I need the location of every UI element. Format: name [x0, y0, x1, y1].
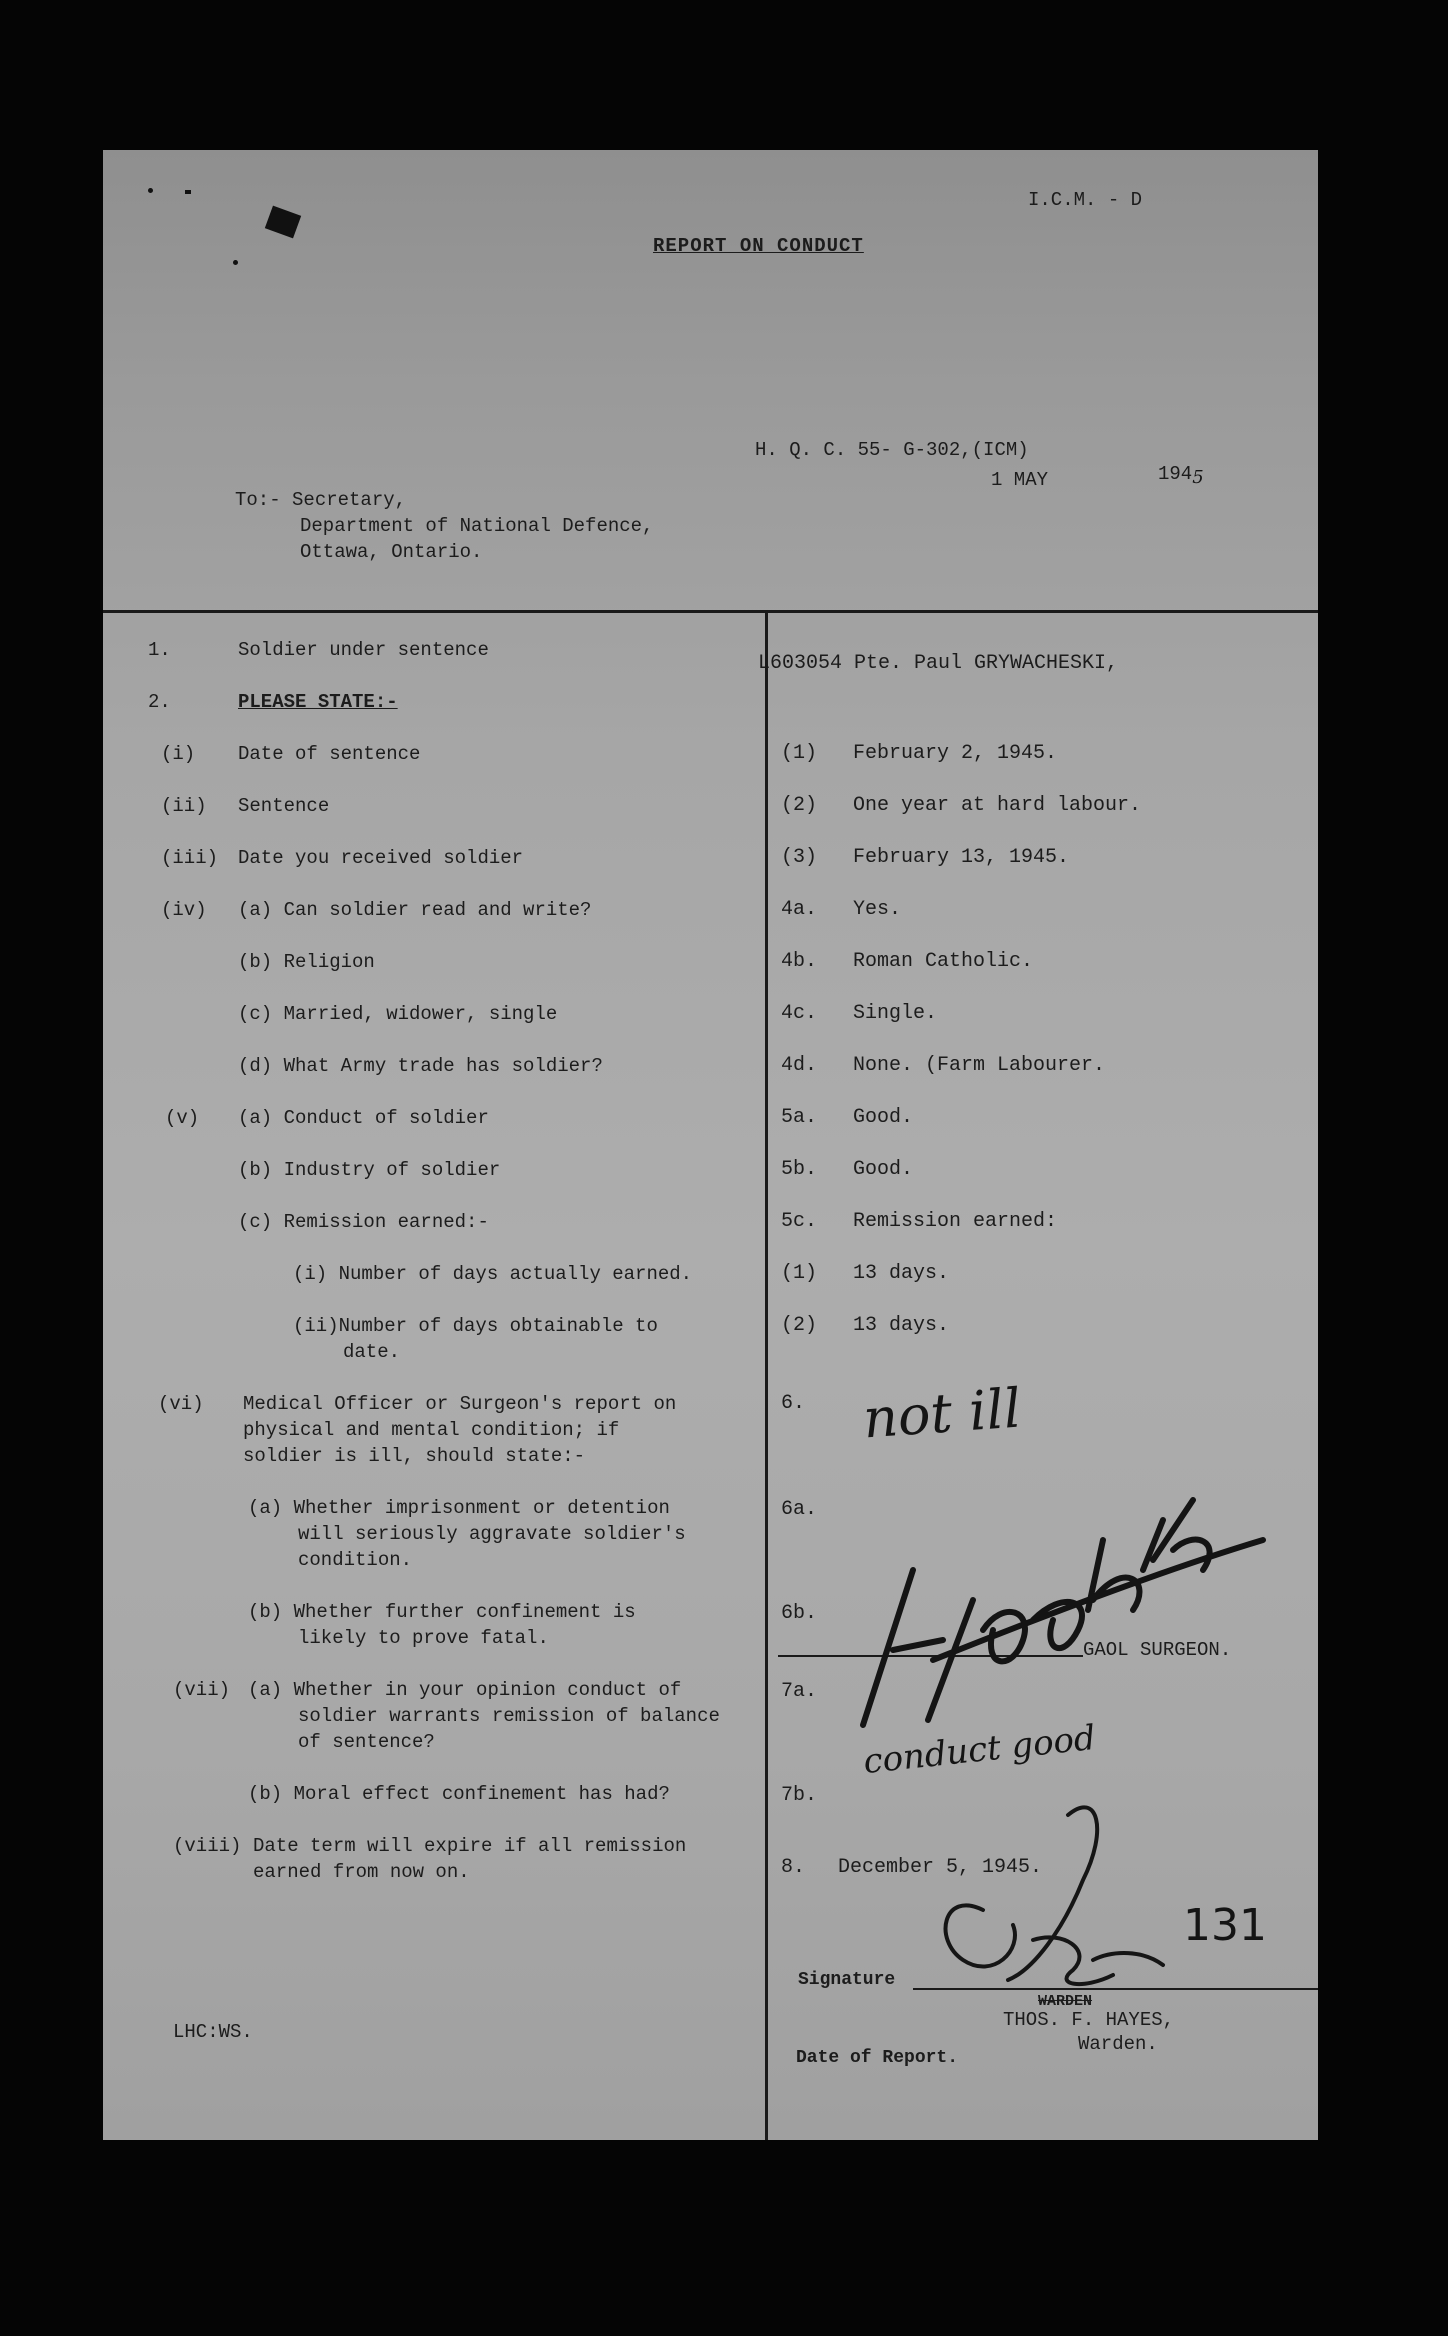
ink-blot	[265, 206, 301, 239]
answer-num: 6.	[781, 1392, 806, 1415]
answer-value: February 13, 1945.	[853, 846, 1070, 869]
answer-value: Good.	[853, 1158, 914, 1181]
row-num: (v)	[165, 1107, 200, 1129]
answer-num: 8.	[781, 1856, 806, 1879]
answer-value: 13 days.	[853, 1262, 950, 1285]
row-label: Date term will expire if all remission	[253, 1835, 687, 1857]
typist-initials: LHC:WS.	[173, 2021, 253, 2043]
answer-num: 5a.	[781, 1106, 818, 1129]
answer-num: 4c.	[781, 1002, 818, 1025]
row-label-cont: earned from now on.	[253, 1861, 470, 1883]
row-label: Date you received soldier	[238, 847, 524, 869]
row-label-cont: will seriously aggravate soldier's	[298, 1523, 686, 1545]
answer-num: (2)	[781, 794, 818, 817]
row-label: (ii)Number of days obtainable to	[293, 1315, 658, 1337]
answer-value: December 5, 1945.	[838, 1856, 1043, 1879]
answer-value: Yes.	[853, 898, 902, 921]
row-label: Soldier under sentence	[238, 639, 489, 661]
addressee-line-1: To:- Secretary,	[235, 489, 407, 511]
row-num: (vi)	[158, 1393, 204, 1415]
row-label-cont: physical and mental condition; if	[243, 1419, 620, 1441]
document-page	[103, 150, 1318, 2140]
answer-num: 5c.	[781, 1210, 818, 1233]
conduct-note-handwriting: conduct good	[861, 1717, 1098, 1783]
row-label-cont: likely to prove fatal.	[298, 1627, 549, 1649]
answer-num: 5b.	[781, 1158, 818, 1181]
answer-num: (1)	[781, 742, 818, 765]
answer-value: Single.	[853, 1002, 938, 1025]
row-label: Medical Officer or Surgeon's report on	[243, 1393, 677, 1415]
row-label-cont: soldier is ill, should state:-	[243, 1445, 586, 1467]
surgeon-caption: GAOL SURGEON.	[1083, 1639, 1232, 1661]
struck-title: WARDEN	[1038, 1993, 1093, 2010]
row-label: (c) Remission earned:-	[238, 1211, 489, 1233]
row-label: (c) Married, widower, single	[238, 1003, 558, 1025]
date-of-report-label: Date of Report.	[796, 2048, 959, 2068]
addressee-line-3: Ottawa, Ontario.	[300, 541, 483, 563]
row-num: (vii)	[173, 1679, 231, 1701]
answer-num: 4a.	[781, 898, 818, 921]
row-num: (iii)	[161, 847, 219, 869]
answer-value: February 2, 1945.	[853, 742, 1058, 765]
row-num: (viii)	[173, 1835, 242, 1857]
ink-speck	[233, 260, 238, 265]
row-label: (d) What Army trade has soldier?	[238, 1055, 603, 1077]
surgeon-signature	[833, 1480, 1303, 1740]
warden-role: Warden.	[1078, 2033, 1158, 2055]
row-num: 2.	[148, 691, 171, 713]
warden-name: THOS. F. HAYES,	[1003, 2009, 1175, 2031]
row-label-cont: soldier warrants remission of balance	[298, 1705, 720, 1727]
answer-value: Roman Catholic.	[853, 950, 1034, 973]
row-label: Date of sentence	[238, 743, 421, 765]
form-code: I.C.M. - D	[1028, 189, 1143, 211]
row-label: (a) Whether in your opinion conduct of	[248, 1679, 682, 1701]
row-label-cont: date.	[343, 1341, 401, 1363]
answer-value: None. (Farm Labourer.	[853, 1054, 1106, 1077]
ink-speck	[185, 190, 191, 194]
answer-num: 4b.	[781, 950, 818, 973]
row-num: (iv)	[161, 899, 207, 921]
answer-num: (3)	[781, 846, 818, 869]
table-top-rule	[103, 610, 1318, 613]
answer-num: 6a.	[781, 1498, 818, 1521]
answer-value: Good.	[853, 1106, 914, 1129]
report-year: 1945	[1158, 463, 1204, 488]
row-label-cont: condition.	[298, 1549, 413, 1571]
row-label: (a) Conduct of soldier	[238, 1107, 489, 1129]
answer-num: 4d.	[781, 1054, 818, 1077]
addressee-line-2: Department of National Defence,	[300, 515, 654, 537]
row-label-cont: of sentence?	[298, 1731, 435, 1753]
soldier-name: L603054 Pte. Paul GRYWACHESKI,	[758, 652, 1119, 675]
warden-signature-line	[913, 1988, 1318, 1990]
answer-value: Remission earned:	[853, 1210, 1058, 1233]
row-num: (ii)	[161, 795, 207, 817]
answer-num: (2)	[781, 1314, 818, 1337]
signature-label: Signature	[798, 1970, 896, 1990]
row-label: Sentence	[238, 795, 330, 817]
row-label: (b) Industry of soldier	[238, 1159, 501, 1181]
answer-value: One year at hard labour.	[853, 794, 1142, 817]
row-label: (a) Can soldier read and write?	[238, 899, 592, 921]
row-label: (b) Whether further confinement is	[248, 1601, 636, 1623]
warden-signature	[913, 1790, 1173, 2000]
answer-num: (1)	[781, 1262, 818, 1285]
stamp-number: 131	[1183, 1900, 1267, 1951]
row-num: 1.	[148, 639, 171, 661]
row-label: (b) Moral effect confinement has had?	[248, 1783, 670, 1805]
document-title: REPORT ON CONDUCT	[653, 235, 864, 257]
answer-num: 7a.	[781, 1680, 818, 1703]
file-reference: H. Q. C. 55- G-302,(ICM)	[755, 439, 1029, 461]
report-date: 1 MAY	[991, 469, 1049, 491]
row-num: (i)	[161, 743, 196, 765]
column-divider	[765, 610, 768, 2140]
row-label: (i) Number of days actually earned.	[293, 1263, 693, 1285]
answer-value: 13 days.	[853, 1314, 950, 1337]
ink-speck	[148, 188, 153, 193]
answer-num: 7b.	[781, 1784, 818, 1807]
row-label: (b) Religion	[238, 951, 375, 973]
please-state-heading: PLEASE STATE:-	[238, 691, 398, 713]
medical-note-handwriting: not ill	[860, 1376, 1023, 1451]
row-label: (a) Whether imprisonment or detention	[248, 1497, 670, 1519]
answer-num: 6b.	[781, 1602, 818, 1625]
